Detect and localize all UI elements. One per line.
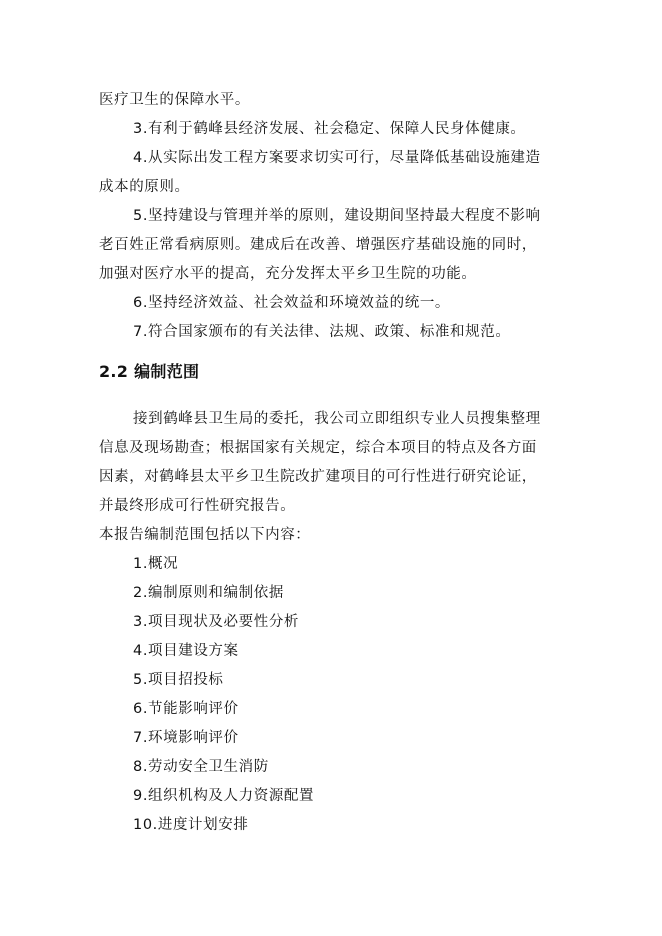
- scope-list-item: 6.节能影响评价: [133, 701, 239, 717]
- principle-item-6: 6.坚持经济效益、社会效益和环境效益的统一。: [133, 295, 451, 311]
- scope-list-item: 8.劳动安全卫生消防: [133, 759, 269, 775]
- scope-list-item: 1.概况: [133, 556, 179, 572]
- principle-item-7: 7.符合国家颁布的有关法律、法规、政策、标准和规范。: [133, 324, 511, 340]
- scope-list-item: 4.项目建设方案: [133, 643, 239, 659]
- scope-list-item: 2.编制原则和编制依据: [133, 585, 284, 601]
- scope-paragraph-line: 信息及现场勘查；根据国家有关规定，综合本项目的特点及各方面: [99, 440, 537, 456]
- scope-list-item: 7.环境影响评价: [133, 730, 239, 746]
- scope-intro: 本报告编制范围包括以下内容：: [99, 527, 311, 543]
- scope-list-item: 3.项目现状及必要性分析: [133, 614, 300, 630]
- scope-list-item: 5.项目招投标: [133, 672, 224, 688]
- section-heading: 2.2 编制范围: [99, 362, 200, 381]
- scope-list-item: 10.进度计划安排: [133, 817, 249, 833]
- scope-paragraph-line: 并最终形成可行性研究报告。: [99, 498, 296, 514]
- body-text-line: 医疗卫生的保障水平。: [99, 92, 250, 108]
- principle-item-3: 3.有利于鹤峰县经济发展、社会稳定、保障人民身体健康。: [133, 121, 526, 137]
- principle-item-5-cont: 老百姓正常看病原则。建成后在改善、增强医疗基础设施的同时，: [99, 237, 537, 253]
- scope-paragraph-line: 接到鹤峰县卫生局的委托，我公司立即组织专业人员搜集整理: [133, 411, 541, 427]
- principle-item-5: 5.坚持建设与管理并举的原则，建设期间坚持最大程度不影响: [133, 208, 541, 224]
- principle-item-4-cont: 成本的原则。: [99, 179, 190, 195]
- principle-item-5-cont: 加强对医疗水平的提高，充分发挥太平乡卫生院的功能。: [99, 266, 477, 282]
- principle-item-4: 4.从实际出发工程方案要求切实可行，尽量降低基础设施建造: [133, 150, 541, 166]
- scope-list-item: 9.组织机构及人力资源配置: [133, 788, 315, 804]
- scope-paragraph-line: 因素，对鹤峰县太平乡卫生院改扩建项目的可行性进行研究论证，: [99, 469, 537, 485]
